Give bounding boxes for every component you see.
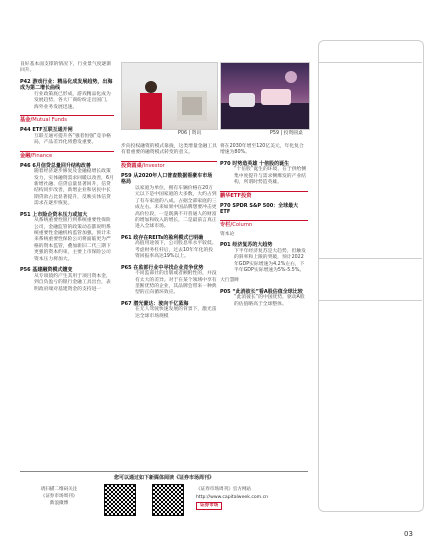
section-header-mutual-funds: 基金/Mutual Funds	[20, 115, 114, 124]
sidebar-divider	[318, 258, 422, 259]
page-number: 03	[404, 530, 413, 538]
contents-item[interactable]: P44 ETF互联互通开闸 互联互通可提升各“强者恒强”竞争格局，产品差异化将愈发重要。	[20, 127, 111, 146]
intro-text: 将在2030年增至120亿美元，年化复合增速为80%。	[220, 144, 304, 156]
contents-item[interactable]: P51 上市险企资本压力或加大 从系统重要性银行到系统重要性保险公司，金融监管的政策动态都说明系统重要性金融机构监管加强。预计未来系统重要性保险公司将面临更为严格的资本监管，叠加新旧二代三期下更强的资本约束，主要上市保险公司资本压力将加大。	[20, 211, 111, 262]
contents-item[interactable]: P70 SPDR S&P 500：全球最大ETF	[220, 202, 299, 216]
contents-item[interactable]: P67 潜光蕾达：驶向千亿蓝海 在无人驾驶快速发展的背景下，激光雷达全球市场规模	[121, 300, 217, 319]
contents-item[interactable]: P70 时势造英雄 十倍股的诞生 “十倍股”诞生的环境，在于供给侧集中度提升与需求侧爆发的产业结构，所谓时势造英雄。	[220, 160, 307, 186]
contents-item[interactable]: P42 游戏行业：精品化成发展趋势，出海成为第二增长曲线 行业政策底已形成，游戏精品化成为发展趋势，各大厂商纷纷走出国门，海外业务发展迅速。	[20, 78, 113, 110]
section-header-investor: 投资圆桌/Investor	[121, 161, 217, 170]
sub-section-label: 大行慧眸	[220, 278, 240, 284]
sidebar-panel	[318, 40, 424, 512]
contents-column-3	[220, 144, 308, 312]
website-link[interactable]: http://www.capitalweek.com.cn	[196, 495, 269, 500]
contents-column-1	[20, 62, 114, 297]
footer-right-info: 《证券市场周刊》官方网站 http://www.capitalweek.com.cn 证券市场	[196, 486, 306, 510]
new-media-footer	[20, 471, 308, 520]
photo-caption: P59 | 投资圆桌	[270, 131, 303, 136]
qr-code-icon[interactable]	[104, 484, 136, 516]
contents-item[interactable]: P56 基建融资模式嬗变 从专项债约产生其用于项目资本金，到自负盈亏的银行金融工具出台，表明政府端对基建资金的支持进一	[20, 267, 111, 292]
magazine-logo: 证券市场	[196, 502, 222, 510]
photo-illustration-icon	[221, 63, 309, 129]
contents-item[interactable]: P01 经济复苏的大趋势 下半年经济复苏是大趋势，但触发的斜率和上限的突破，预计2022年GDP实际增速为4.2%左右，下半年GDP实际增速为5%-5.5%。	[220, 242, 306, 274]
sidebar-divider	[318, 62, 422, 63]
photo-caption: P06 | 资讯	[178, 131, 202, 136]
contents-item[interactable]: P61 政存在REITs的盈利模式已明确 高值用途领下，公司股息率水平较低。考虑财务杠杆后，过去10年年化的投资回报率高达19%以上。	[121, 234, 217, 260]
contents-item[interactable]: P65 在监部行业中寻找企业竞争优势 不同监部社的出版或者额附性的，并没有太大的差异。对于在某个领域中享有垄断优势的企业，其品牌会带来一种典型的正向循环效应。	[121, 264, 217, 296]
qr-code-icon[interactable]	[152, 484, 184, 516]
contents-item[interactable]: P05 “此消彼长”看A股估值全球比较 “此消彼长”的中国优势，驱动A股的估值略高于全球整体。	[220, 288, 305, 307]
investor-photo	[220, 62, 310, 130]
contents-item[interactable]: P59 从2020年人口普查数据看豪车市场格局 以家庭为单位，拥有车辆价格在20万元以下是中国家庭的大多数，大约占到了有车家庭的八成。占据全部家庭的三成左右。未来如果中国品牌想要冲击更高价位段，一是既满不开普通人的财富的增加和收入的增长，二是最前言真正进入全球市场。	[121, 172, 217, 230]
sidebar-divider	[318, 300, 422, 301]
section-header-finance: 金融/Finance	[20, 151, 114, 160]
intro-text: 良好基本面支撑的情况下，行业景气度逐渐回升。	[20, 62, 112, 74]
sub-section-label: 资本论	[220, 231, 235, 237]
photo-illustration-icon	[122, 63, 217, 129]
section-header-column: 专栏/Column	[220, 220, 308, 229]
footer-left-info: 请扫描二维码关注 《证券市场周刊》 新浪微博	[40, 487, 78, 506]
contents-item[interactable]: P46 6月信贷总量回升结构改善 随着经济逐步修复及金融稳增长政策发力，实体融资需求回暖以改善，6月新增社融、信贷总量显著回升，信贷结构同步改善，新增企业和居民中长期贷款占比显著提升，反映实体信贷需求在逐步恢复。	[20, 162, 114, 207]
news-photo	[121, 62, 218, 130]
section-header-etf: 鹏华ETF投资	[220, 191, 308, 200]
footer-title: 您可以通过如下新媒体阅读《证券市场周刊》	[113, 475, 214, 481]
intro-text: 步向投权融资的模式靠拢，这类增量金融工具有着重要的融资模式转变的意义。	[121, 144, 217, 156]
contents-column-2	[121, 144, 217, 324]
